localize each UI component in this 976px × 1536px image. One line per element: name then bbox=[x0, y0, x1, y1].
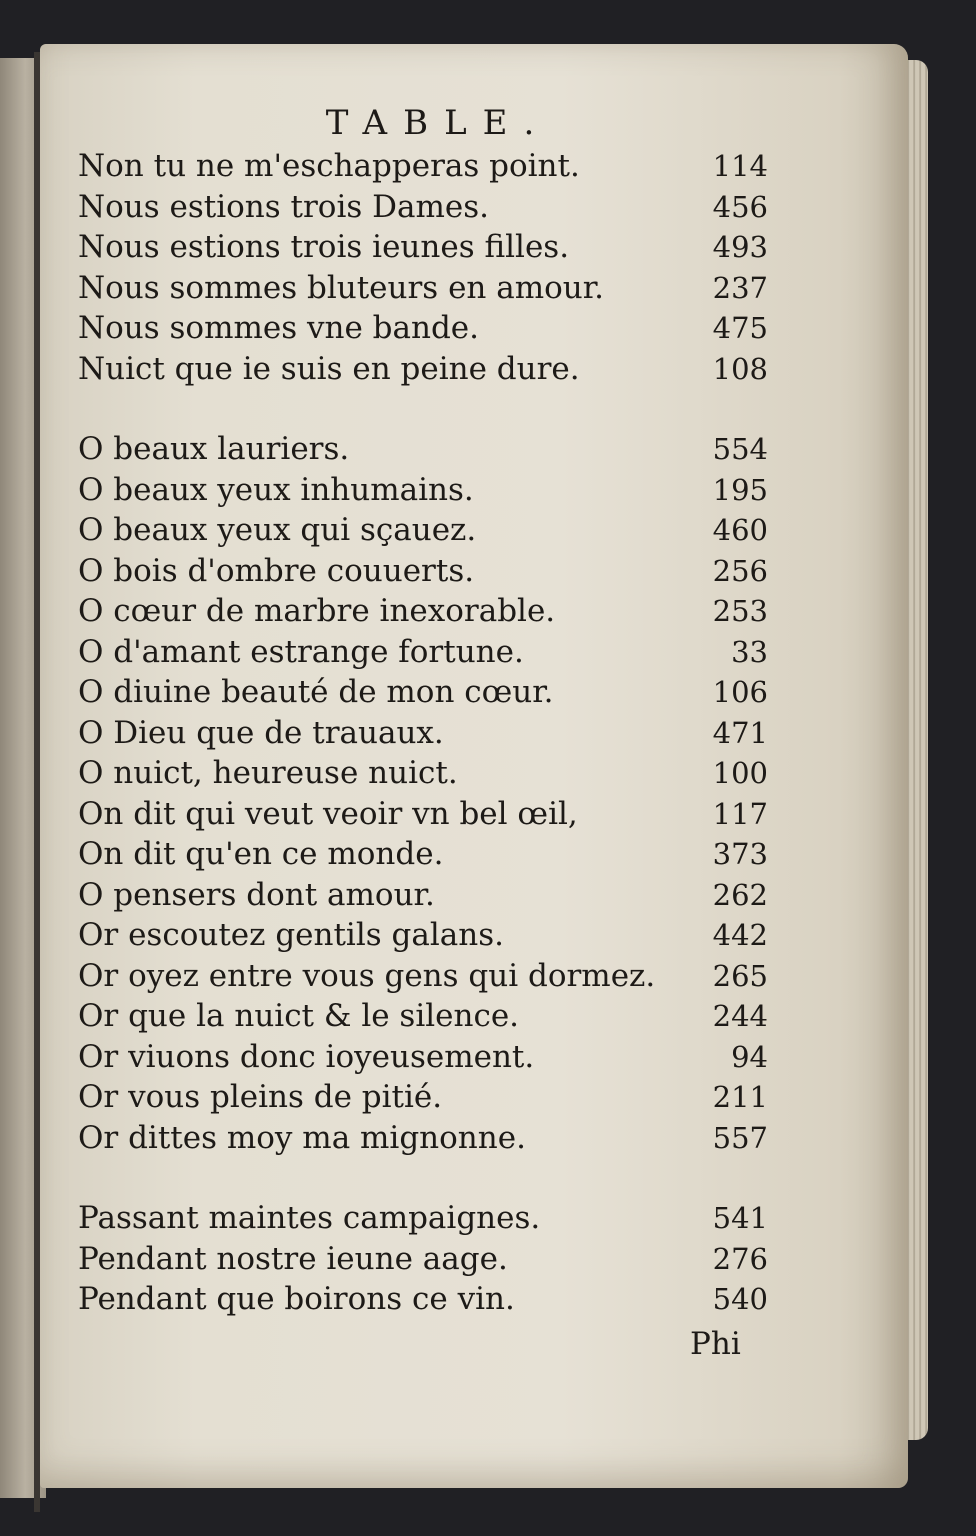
toc-entry bbox=[78, 753, 768, 794]
toc-entry bbox=[78, 1037, 768, 1078]
running-header: TABLE. bbox=[325, 103, 551, 143]
toc-entry bbox=[78, 834, 768, 875]
entry-page: 237 bbox=[712, 270, 768, 305]
entry-title: O diuine beauté de mon cœur. bbox=[78, 674, 554, 710]
entry-title: O bois d'ombre couuerts. bbox=[78, 552, 475, 589]
entry-page: 253 bbox=[712, 594, 768, 628]
entry-title: Or vous pleins de pitié. bbox=[78, 1079, 443, 1115]
entry-title: Nuict que ie suis en peine dure. bbox=[78, 350, 580, 387]
toc-entry bbox=[78, 1239, 768, 1280]
entry-title: O cœur de marbre inexorable. bbox=[78, 593, 556, 629]
entry-title: Or dittes moy ma mignonne. bbox=[78, 1119, 526, 1156]
toc-entry bbox=[78, 1198, 768, 1239]
entry-page: 262 bbox=[712, 877, 768, 912]
toc-entry bbox=[78, 875, 768, 916]
toc-entry bbox=[78, 915, 768, 956]
toc-entry bbox=[78, 1279, 768, 1320]
entry-title: O d'amant estrange fortune. bbox=[78, 633, 524, 670]
entry-page: 541 bbox=[712, 1201, 768, 1235]
toc-entry bbox=[78, 956, 768, 997]
entry-page: 475 bbox=[712, 311, 768, 345]
toc-entry bbox=[78, 996, 768, 1037]
entry-page: 276 bbox=[712, 1241, 768, 1276]
entry-page: 195 bbox=[712, 472, 768, 507]
entry-page: 456 bbox=[712, 189, 768, 224]
entry-title: Or viuons donc ioyeusement. bbox=[78, 1038, 535, 1075]
entry-page: 442 bbox=[712, 918, 768, 952]
entry-page: 460 bbox=[712, 513, 768, 547]
entry-page: 100 bbox=[712, 756, 768, 790]
toc-entry bbox=[78, 429, 768, 470]
entry-title: O beaux lauriers. bbox=[78, 431, 350, 467]
entry-page: 557 bbox=[712, 1120, 768, 1155]
entry-title: Or oyez entre vous gens qui dormez. bbox=[78, 957, 656, 994]
entry-page: 493 bbox=[712, 230, 768, 264]
entry-title: Or escoutez gentils galans. bbox=[78, 917, 504, 953]
entry-title: Nous sommes bluteurs en amour. bbox=[78, 269, 605, 306]
entry-title: Pendant que boirons ce vin. bbox=[78, 1281, 515, 1317]
entry-title: On dit qui veut veoir vn bel œil, bbox=[78, 795, 578, 832]
entry-title: Pendant nostre ieune aage. bbox=[78, 1240, 508, 1277]
toc-entry bbox=[78, 632, 768, 673]
entry-title: Nous estions trois ieunes filles. bbox=[78, 229, 570, 265]
entry-page: 554 bbox=[712, 432, 768, 466]
entry-title: O pensers dont amour. bbox=[78, 876, 435, 913]
toc-entry bbox=[78, 227, 768, 268]
entry-title: O beaux yeux qui sçauez. bbox=[78, 512, 477, 548]
toc-entry bbox=[78, 713, 768, 754]
entry-page: 106 bbox=[712, 675, 768, 709]
entry-page: 94 bbox=[731, 1039, 768, 1074]
toc-entry bbox=[78, 268, 768, 309]
toc-entry bbox=[78, 1118, 768, 1159]
toc-entry bbox=[78, 551, 768, 592]
entry-title: O Dieu que de trauaux. bbox=[78, 714, 444, 751]
table-of-contents bbox=[78, 100, 768, 1320]
toc-entry bbox=[78, 349, 768, 390]
catchword: Phi bbox=[690, 1326, 741, 1362]
entry-page: 117 bbox=[712, 796, 768, 831]
entry-title: Non tu ne m'eschapperas point. bbox=[78, 148, 580, 184]
entry-page: 540 bbox=[712, 1282, 768, 1316]
toc-entry bbox=[78, 794, 768, 835]
entry-page: 244 bbox=[712, 999, 768, 1033]
entry-title: O beaux yeux inhumains. bbox=[78, 471, 474, 508]
entry-page: 265 bbox=[712, 958, 768, 993]
toc-entry bbox=[78, 1077, 768, 1118]
toc-entry bbox=[78, 510, 768, 551]
entry-page: 33 bbox=[731, 634, 768, 669]
toc-entry bbox=[78, 470, 768, 511]
entry-page: 211 bbox=[712, 1080, 768, 1114]
toc-entry bbox=[78, 591, 768, 632]
section-o bbox=[78, 429, 768, 1158]
toc-entry bbox=[78, 146, 768, 187]
section-p bbox=[78, 1198, 768, 1320]
entry-title: Nous sommes vne bande. bbox=[78, 310, 480, 346]
entry-title: On dit qu'en ce monde. bbox=[78, 836, 444, 872]
entry-title: Passant maintes campaignes. bbox=[78, 1200, 541, 1236]
section-n bbox=[78, 146, 768, 389]
toc-entry bbox=[78, 308, 768, 349]
entry-page: 373 bbox=[712, 837, 768, 871]
entry-page: 108 bbox=[712, 351, 768, 386]
entry-page: 471 bbox=[712, 715, 768, 750]
entry-page: 114 bbox=[712, 149, 768, 183]
entry-title: O nuict, heureuse nuict. bbox=[78, 755, 458, 791]
entry-page: 256 bbox=[712, 553, 768, 588]
entry-title: Nous estions trois Dames. bbox=[78, 188, 489, 225]
toc-entry bbox=[78, 672, 768, 713]
entry-title: Or que la nuict & le silence. bbox=[78, 998, 520, 1034]
toc-entry bbox=[78, 187, 768, 228]
